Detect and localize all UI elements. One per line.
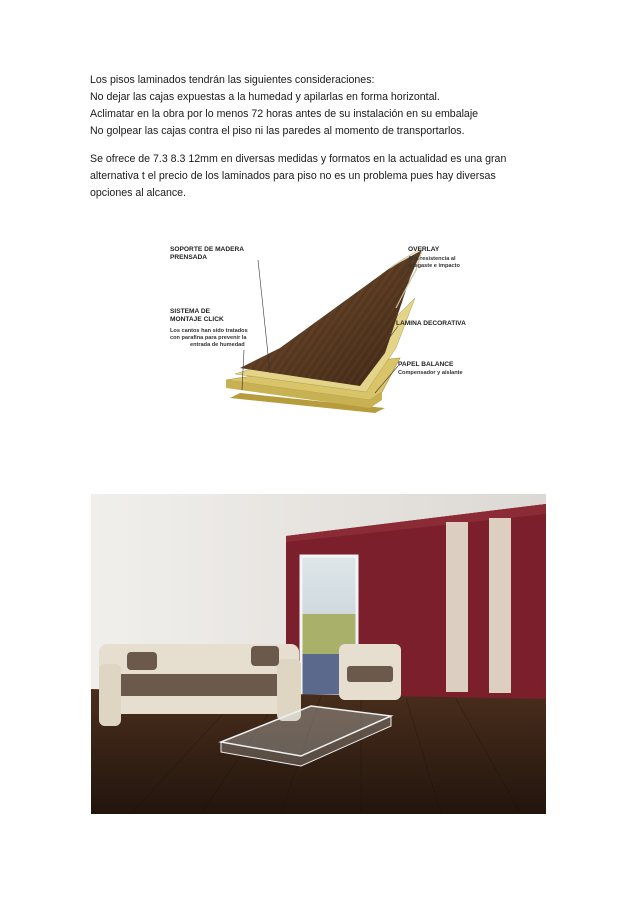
note-overlay: [408, 256, 460, 270]
note-line: Los cantos han sido tratados: [170, 328, 248, 334]
living-room-photo: [91, 494, 546, 814]
text-line: Se ofrece de 7.3 8.3 12mm en diversas medidas y formatos en la actualidad es una gran: [90, 153, 507, 165]
label-line: SISTEMA DE: [170, 308, 211, 315]
hanging-lamp: [489, 518, 511, 693]
label-soporte: [170, 246, 244, 262]
text-line: Los pisos laminados tendrán las siguientes consideraciones:: [90, 74, 375, 86]
label-line: PRENSADA: [170, 254, 208, 261]
label-sistema: [170, 308, 224, 324]
sofa-seat: [109, 674, 289, 696]
text-line: No golpear las cajas contra el piso ni las paredes al momento de transportarlos.: [90, 125, 465, 137]
cushion: [251, 646, 279, 666]
label-line: MONTAJE CLICK: [170, 316, 224, 323]
label-lamina: LAMINA DECORATIVA: [396, 320, 466, 327]
note-papel: Compensador y aislante: [398, 370, 463, 376]
text-line: opciones al alcance.: [90, 187, 186, 199]
text-line: alternativa t el precio de los laminados para piso no es un problema pues hay diversas: [90, 170, 496, 182]
cushion: [127, 652, 157, 670]
considerations-paragraph: [90, 72, 560, 140]
note-sistema: [170, 328, 248, 349]
label-papel: PAPEL BALANCE: [398, 361, 454, 368]
label-overlay: OVERLAY: [408, 246, 440, 253]
laminate-layers-diagram: [160, 238, 480, 413]
note-line: desgaste e impacto: [408, 263, 460, 269]
room-illustration: [91, 494, 546, 814]
label-line: SOPORTE DE MADERA: [170, 246, 245, 253]
text-line: Aclimatar en la obra por lo menos 72 horas antes de su instalación en su embalaje: [90, 108, 479, 120]
offer-paragraph: [90, 151, 560, 202]
hanging-lamp: [446, 522, 468, 692]
note-line: Alta resistencia al: [408, 256, 456, 262]
note-line: con parafina para prevenir la: [170, 335, 247, 341]
text-line: No dejar las cajas expuestas a la humedad y apilarlas en forma horizontal.: [90, 91, 440, 103]
note-line: entrada de humedad: [190, 342, 245, 348]
